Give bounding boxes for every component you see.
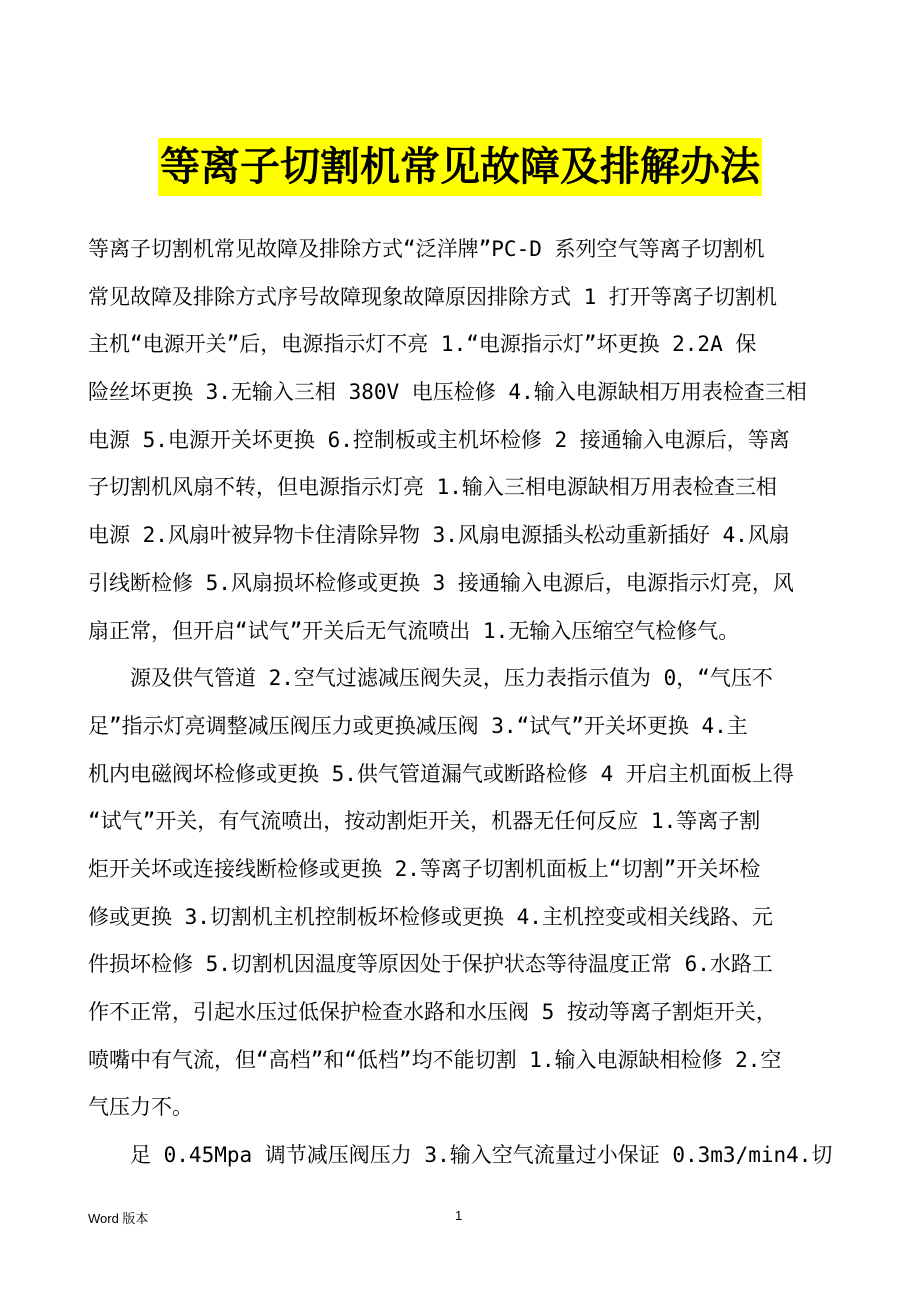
footer-version-label: Word 版本 — [88, 1211, 149, 1226]
footer-page-number: 1 — [455, 1208, 463, 1223]
text-line-indented: 源及供气管道 2.空气过滤减压阀失灵，压力表指示值为 0，“气压不 — [130, 666, 773, 691]
text-line: 等离子切割机常见故障及排除方式“泛洋牌”PC-D 系列空气等离子切割机 — [88, 237, 765, 261]
text-line: 件损坏检修 5.切割机因温度等原因处于保护状态等待温度正常 6.水路工 — [88, 952, 773, 977]
text-line: 炬开关坏或连接线断检修或更换 2.等离子切割机面板上“切割”开关坏检 — [88, 856, 761, 881]
text-line: 气压力不。 — [88, 1095, 193, 1120]
title-container — [0, 138, 920, 196]
text-line: 电源 2.风扇叶被异物卡住清除异物 3.风扇电源插头松动重新插好 4.风扇 — [88, 523, 790, 548]
text-line: 电源 5.电源开关坏更换 6.控制板或主机坏检修 2 接通输入电源后，等离 — [88, 427, 790, 452]
text-line: 机内电磁阀坏检修或更换 5.供气管道漏气或断路检修 4 开启主机面板上得 — [88, 761, 794, 786]
text-line: 作不正常，引起水压过低保护检查水路和水压阀 5 按动等离子割炬开关， — [88, 1000, 777, 1024]
text-line: 扇正常，但开启“试气”开关后无气流喷出 1.无输入压缩空气检修气。 — [88, 618, 740, 643]
text-line: 修或更换 3.切割机主机控制板坏检修或更换 4.主机控变或相关线路、元 — [88, 904, 773, 929]
text-line: 险丝坏更换 3.无输入三相 380V 电压检修 4.输入电源缺相万用表检查三相 — [88, 380, 807, 405]
text-line: 引线断检修 5.风扇损坏检修或更换 3 接通输入电源后，电源指示灯亮，风 — [88, 570, 794, 595]
text-line: 喷嘴中有气流，但“高档”和“低档”均不能切割 1.输入电源缺相检修 2.空 — [88, 1047, 782, 1072]
text-line: 主机“电源开关”后，电源指示灯不亮 1.“电源指示灯”坏更换 2.2A 保 — [88, 332, 757, 357]
text-line: 足”指示灯亮调整减压阀压力或更换减压阀 3.“试气”开关坏更换 4.主 — [88, 713, 748, 738]
text-line-indented: 足 0.45Mpa 调节减压阀压力 3.输入空气流量过小保证 0.3m3/min4.切 — [130, 1143, 833, 1168]
text-line: “试气”开关，有气流喷出，按动割炬开关，机器无任何反应 1.等离子割 — [88, 809, 761, 834]
document-body — [88, 226, 868, 1180]
page-title: 等离子切割机常见故障及排解办法 — [158, 138, 762, 196]
text-line: 子切割机风扇不转，但电源指示灯亮 1.输入三相电源缺相万用表检查三相 — [88, 475, 777, 500]
text-line: 常见故障及排除方式序号故障现象故障原因排除方式 1 打开等离子切割机 — [88, 284, 777, 309]
